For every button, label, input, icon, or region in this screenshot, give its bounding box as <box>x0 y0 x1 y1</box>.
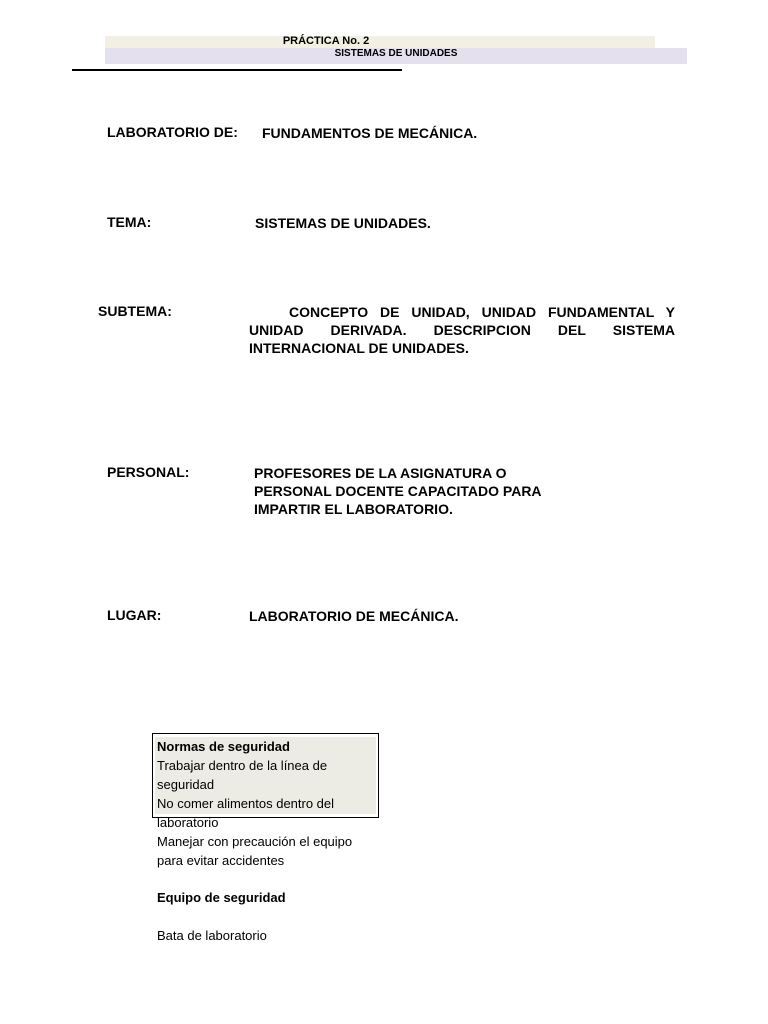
subtema-label: SUBTEMA: <box>98 303 172 319</box>
laboratorio-value: FUNDAMENTOS DE MECÁNICA. <box>262 125 478 141</box>
lugar-label: LUGAR: <box>107 607 162 623</box>
lugar-value: LABORATORIO DE MECÁNICA. <box>249 608 459 624</box>
normas-line: laboratorio <box>157 815 219 830</box>
practice-subtitle: SISTEMAS DE UNIDADES <box>334 48 458 59</box>
personal-line-2: PERSONAL DOCENTE CAPACITADO PARA <box>254 483 542 499</box>
normas-title: Normas de seguridad <box>157 739 290 754</box>
laboratorio-label: LABORATORIO DE: <box>107 124 238 140</box>
equipo-item: Bata de laboratorio <box>157 928 267 943</box>
header-rule <box>72 69 402 71</box>
normas-line: seguridad <box>157 777 215 792</box>
spacer <box>157 907 372 926</box>
safety-notes <box>157 737 372 945</box>
tema-label: TEMA: <box>107 214 152 230</box>
normas-line: Trabajar dentro de la línea de <box>157 758 328 773</box>
equipo-title: Equipo de seguridad <box>157 890 286 905</box>
normas-line: para evitar accidentes <box>157 853 285 868</box>
tema-value: SISTEMAS DE UNIDADES. <box>255 215 431 231</box>
personal-line-1: PROFESORES DE LA ASIGNATURA O <box>254 465 507 481</box>
practice-title: PRÁCTICA No. 2 <box>282 35 370 47</box>
normas-line: Manejar con precaución el equipo <box>157 834 353 849</box>
subtema-value: CONCEPTO DE UNIDAD, UNIDAD FUNDAMENTAL Y UNIDAD DERIVADA. DESCRIPCION DEL SISTEMA INTERNACIONAL DE UNIDADES. <box>249 304 675 356</box>
normas-line: No comer alimentos dentro del <box>157 796 335 811</box>
personal-line-3: IMPARTIR EL LABORATORIO. <box>254 501 453 517</box>
personal-label: PERSONAL: <box>107 464 190 480</box>
spacer <box>157 870 372 888</box>
